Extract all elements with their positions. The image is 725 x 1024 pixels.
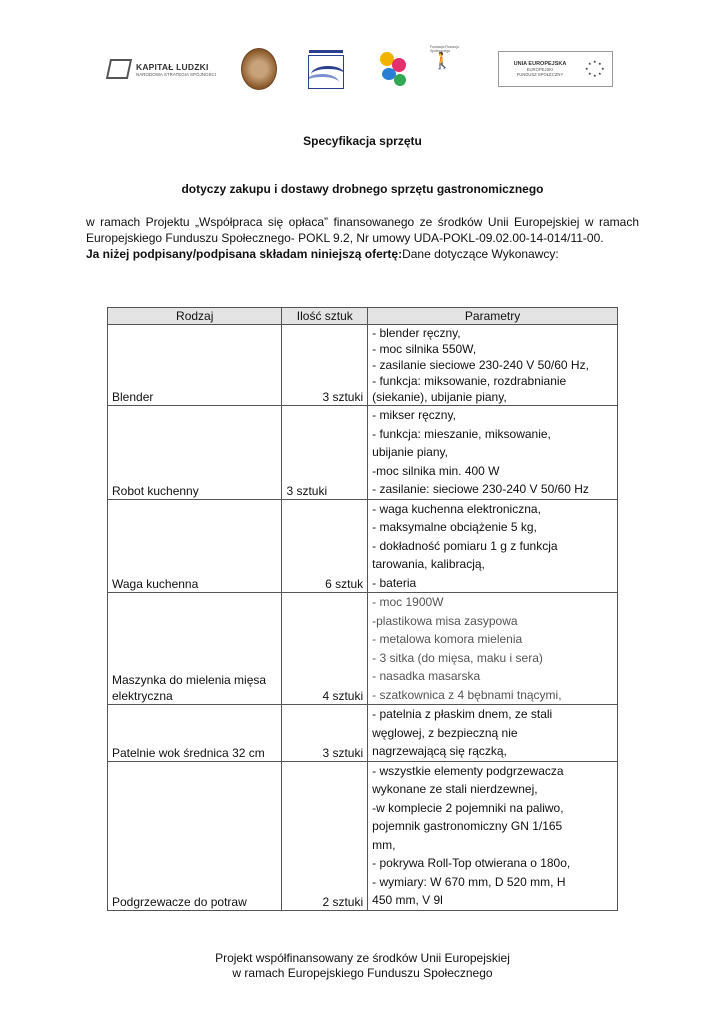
item-name: Waga kuchenna xyxy=(108,499,282,593)
eu-stars-icon: ★ ★ ★ ★ ★ ★ ★ ★ xyxy=(585,59,605,78)
kapital-ludzki-name: KAPITAŁ LUDZKI xyxy=(136,61,209,72)
table-row xyxy=(108,593,618,705)
item-name: Patelnie wok średnica 32 cm xyxy=(108,705,282,762)
item-quantity: 3 sztuki xyxy=(282,406,368,500)
item-params: - waga kuchenna elektroniczna, - maksymalne obciążenie 5 kg, - dokładność pomiaru 1 g z funkcja tarowania, kalibracją, - bateria xyxy=(368,499,618,593)
footer-line-1: Projekt współfinansowany ze środków Unii Europejskiej xyxy=(215,951,510,965)
table-header-row xyxy=(108,308,618,325)
intro-line-1: w ramach Projektu „Współpraca się opłaca” finansowanego ze środków Unii Europejskiej w ramach xyxy=(86,215,639,229)
intro-line-3 xyxy=(86,246,639,262)
seal-logo xyxy=(241,45,277,93)
eu-logo-line2: EUROPEJSKI xyxy=(526,67,554,72)
eu-logo-line3: FUNDUSZ SPOŁECZNY xyxy=(516,72,564,77)
foundation-logo xyxy=(430,45,470,93)
specification-table xyxy=(107,307,618,911)
table-row xyxy=(108,705,618,762)
wave-logo xyxy=(306,45,346,93)
eu-logo-line1: UNIA EUROPEJSKA xyxy=(513,61,567,67)
foundation-logo-text: Fundacja Rozwoju Społecznego xyxy=(430,45,459,53)
header-parametry: Parametry xyxy=(368,308,618,325)
item-name: Podgrzewacze do potraw xyxy=(108,761,282,910)
item-name: Maszynka do mielenia mięsa elektryczna xyxy=(108,593,282,705)
intro-tail-text: Dane dotyczące Wykonawcy: xyxy=(402,247,559,261)
seal-icon xyxy=(241,48,277,90)
item-params: - moc 1900W -plastikowa misa zasypowa - metalowa komora mielenia - 3 sitka (do mięsa, maku i sera) - nasadka masarska - szatkownica z 4 bębnami tnącymi, xyxy=(368,593,618,705)
header-rodzaj: Rodzaj xyxy=(108,308,282,325)
item-name: Blender xyxy=(108,325,282,406)
item-quantity: 3 sztuki xyxy=(282,325,368,406)
item-name: Robot kuchenny xyxy=(108,406,282,500)
eu-logo xyxy=(498,51,613,87)
table-row xyxy=(108,325,618,406)
page-subtitle: dotyczy zakupu i dostawy drobnego sprzętu gastronomicznego xyxy=(181,182,544,196)
walking-figure-icon: 🚶 xyxy=(432,53,452,70)
kapital-ludzki-logo xyxy=(108,45,223,93)
intro-paragraph xyxy=(86,214,639,262)
intro-line-2: Europejskiego Funduszu Społecznego- POKL 9.2, Nr umowy UDA-POKL-09.02.00-14-014/11-00. xyxy=(86,231,604,245)
table-row xyxy=(108,761,618,910)
page-title: Specyfikacja sprzętu xyxy=(303,134,422,148)
item-quantity: 2 sztuki xyxy=(282,761,368,910)
footer-line-2: w ramach Europejskiego Funduszu Społecznego xyxy=(232,966,493,980)
item-quantity: 6 sztuk xyxy=(282,499,368,593)
page-footer xyxy=(0,951,725,981)
item-params: - wszystkie elementy podgrzewacza wykonane ze stali nierdzewnej, -w komplecie 2 pojemniki na paliwo, pojemnik gastronomiczny GN 1/165 mm, - pokrywa Roll-Top otwierana o 180o, - wymiary: W 670 mm, D 520 mm, H 450 mm, V 9l xyxy=(368,761,618,910)
colorful-logo xyxy=(376,45,414,93)
item-params: - patelnia z płaskim dnem, ze stali węglowej, z bezpieczną nie nagrzewającą się rączką, xyxy=(368,705,618,762)
kapital-ludzki-mark-icon xyxy=(106,59,132,79)
wave-icon xyxy=(308,55,344,89)
item-params: - mikser ręczny, - funkcja: mieszanie, miksowanie, ubijanie piany, -moc silnika min. 400 W - zasilanie: sieciowe 230-240 V 50/60 Hz xyxy=(368,406,618,500)
kapital-ludzki-tagline: NARODOWA STRATEGIA SPÓJNOŚCI xyxy=(136,71,217,77)
table-row xyxy=(108,406,618,500)
logo-bar xyxy=(108,45,613,93)
colorful-figure-icon xyxy=(376,50,410,88)
table-row xyxy=(108,499,618,593)
header-ilosc: Ilość sztuk xyxy=(282,308,368,325)
item-params: - blender ręczny, - moc silnika 550W, - zasilanie sieciowe 230-240 V 50/60 Hz, - funkcja: miksowanie, rozdrabnianie (siekanie), ubijanie piany, xyxy=(368,325,618,406)
item-quantity: 4 sztuki xyxy=(282,593,368,705)
intro-bold-text: Ja niżej podpisany/podpisana składam niniejszą ofertę: xyxy=(86,247,403,261)
item-quantity: 3 sztuki xyxy=(282,705,368,762)
